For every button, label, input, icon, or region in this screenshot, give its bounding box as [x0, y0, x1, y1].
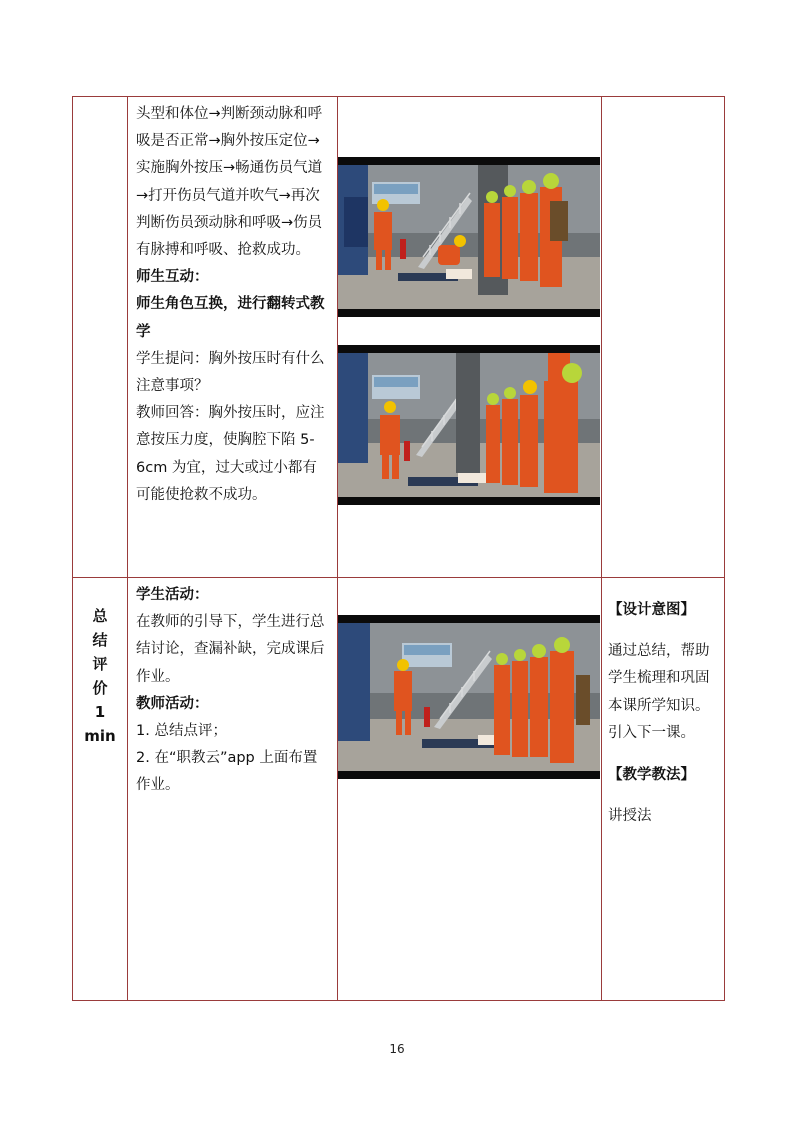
stage-char: 评 [92, 655, 108, 673]
stage-char: 结 [92, 631, 108, 649]
photo-scene [338, 157, 600, 317]
table-row [73, 578, 725, 1001]
stage-label [73, 578, 127, 748]
photo-scene [338, 345, 600, 505]
paragraph-text: 教师回答：胸外按压时，应注意按压力度，使胸腔下陷 5-6cm 为宜，过大或过小都有可能使抢救不成功。 [136, 405, 325, 503]
content-cell [128, 97, 338, 578]
content-text [128, 578, 337, 800]
paragraph-text: 通过总结，帮助学生梳理和巩固本课所学知识。引入下一课。 [608, 643, 710, 741]
paragraph-text: 1. 总结点评； [136, 723, 227, 740]
section-heading: 师生互动： [136, 269, 209, 286]
notes-text [602, 97, 724, 101]
photo-scene [338, 615, 600, 779]
notes-cell [602, 97, 725, 578]
section-heading: 教师活动： [136, 695, 209, 712]
stage-char: min [84, 727, 116, 745]
paragraph-text: 头型和体位→判断颈动脉和呼吸是否正常→胸外按压定位→实施胸外按压→畅通伤员气道→打开伤员气道并吹气→再次判断伤员颈动脉和呼吸→伤员有脉搏和呼吸、抢救成功。 [136, 106, 323, 259]
paragraph-text: 学生提问：胸外按压时有什么注意事项？ [136, 350, 325, 395]
section-heading: 师生角色互换，进行翻转式教学 [136, 296, 325, 340]
section-heading: 学生活动： [136, 587, 209, 603]
stage-char: 价 [92, 679, 108, 697]
training-photo-1 [338, 157, 600, 317]
training-photo-2 [338, 345, 600, 505]
section-heading: 【教学教法】 [608, 766, 695, 783]
table-row [73, 97, 725, 578]
paragraph-text: 2. 在“职教云”app 上面布置作业。 [136, 750, 318, 794]
lesson-plan-table [72, 96, 725, 1001]
content-cell [128, 578, 338, 1001]
stage-char: 1 [94, 703, 106, 721]
image-cell [338, 578, 602, 1001]
paragraph-text: 在教师的引导下，学生进行总结讨论，查漏补缺，完成课后作业。 [136, 614, 325, 685]
paragraph-text: 讲授法 [608, 808, 652, 825]
training-photo-3 [338, 615, 600, 779]
notes-cell [602, 578, 725, 1001]
page-number: 16 [389, 1042, 405, 1056]
section-heading: 【设计意图】 [608, 601, 695, 618]
stage-cell [73, 578, 128, 1001]
image-cell [338, 97, 602, 578]
notes-text [602, 578, 724, 830]
stage-cell [73, 97, 128, 578]
content-text [128, 97, 337, 509]
stage-char: 总 [92, 607, 108, 625]
